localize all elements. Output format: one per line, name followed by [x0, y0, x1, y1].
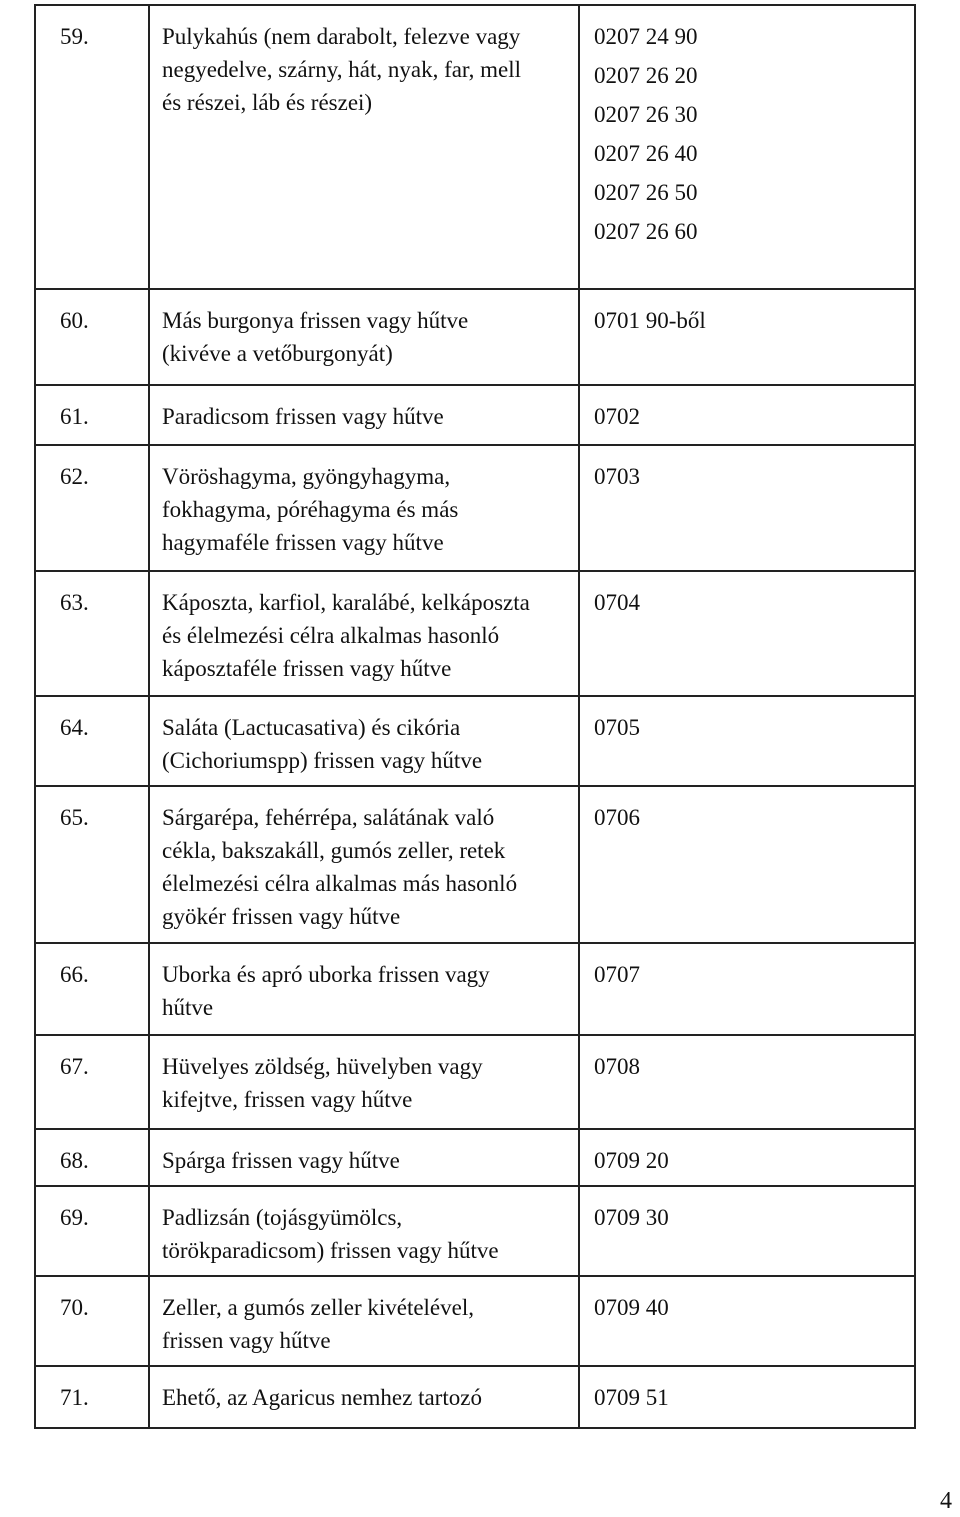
row-number: 71.: [36, 1367, 150, 1427]
row-codes: [580, 1130, 914, 1185]
description-line: fokhagyma, póréhagyma és más: [162, 497, 459, 522]
description-line: hűtve: [162, 995, 214, 1020]
description-line: Uborka és apró uborka frissen vagy: [162, 962, 490, 987]
description-line: Padlizsán (tojásgyümölcs,: [162, 1205, 403, 1230]
code-line: 0709 20: [594, 1148, 669, 1173]
description-line: Hüvelyes zöldség, hüvelyben vagy: [162, 1054, 483, 1079]
row-number: 70.: [36, 1277, 150, 1365]
description-line: Sárgarépa, fehérrépa, salátának való: [162, 805, 495, 830]
row-codes: [580, 697, 914, 785]
row-number: 66.: [36, 944, 150, 1034]
row-description: [150, 6, 580, 288]
table-row: [36, 787, 914, 944]
row-number: 69.: [36, 1187, 150, 1275]
code-line: 0207 26 50: [594, 180, 698, 205]
row-number: 68.: [36, 1130, 150, 1185]
row-codes: [580, 1187, 914, 1275]
description-line: Káposzta, karfiol, karalábé, kelkáposzta: [162, 590, 530, 615]
table-row: [36, 697, 914, 787]
row-codes: [580, 1367, 914, 1427]
row-codes: [580, 290, 914, 384]
row-description: [150, 1036, 580, 1128]
code-line: 0704: [594, 590, 640, 615]
table-row: [36, 386, 914, 446]
description-line: cékla, bakszakáll, gumós zeller, retek: [162, 838, 506, 863]
code-line: 0207 26 60: [594, 219, 698, 244]
code-line: 0207 24 90: [594, 24, 698, 49]
row-number: 63.: [36, 572, 150, 695]
code-line: 0702: [594, 404, 640, 429]
description-line: gyökér frissen vagy hűtve: [162, 904, 401, 929]
table-row: [36, 1367, 914, 1429]
row-description: [150, 697, 580, 785]
table-row: [36, 1187, 914, 1277]
code-line: 0207 26 40: [594, 141, 698, 166]
description-line: és részei, láb és részei): [162, 90, 373, 115]
code-line: 0709 40: [594, 1295, 669, 1320]
page-number: 4: [940, 1488, 952, 1514]
table-row: [36, 944, 914, 1036]
table-row: [36, 446, 914, 572]
row-codes: [580, 944, 914, 1034]
description-line: Zeller, a gumós zeller kivételével,: [162, 1295, 474, 1320]
description-line: frissen vagy hűtve: [162, 1328, 331, 1353]
code-line: 0709 51: [594, 1385, 669, 1410]
row-description: [150, 787, 580, 942]
code-line: 0709 30: [594, 1205, 669, 1230]
row-description: [150, 1130, 580, 1185]
row-codes: [580, 6, 914, 288]
table-row: [36, 1277, 914, 1367]
row-codes: [580, 1277, 914, 1365]
row-description: [150, 446, 580, 570]
table-row: [36, 1130, 914, 1187]
description-line: Saláta (Lactucasativa) és cikória: [162, 715, 461, 740]
row-description: [150, 572, 580, 695]
table-row: [36, 1036, 914, 1130]
code-line: 0706: [594, 805, 640, 830]
row-codes: [580, 1036, 914, 1128]
code-line: 0207 26 20: [594, 63, 698, 88]
product-table: [34, 4, 916, 1429]
row-description: [150, 1277, 580, 1365]
description-line: káposztaféle frissen vagy hűtve: [162, 656, 452, 681]
row-number: 60.: [36, 290, 150, 384]
description-line: Ehető, az Agaricus nemhez tartozó: [162, 1385, 482, 1410]
code-line: 0207 26 30: [594, 102, 698, 127]
row-description: [150, 1187, 580, 1275]
row-number: 67.: [36, 1036, 150, 1128]
code-line: 0703: [594, 464, 640, 489]
description-line: (Cichoriumspp) frissen vagy hűtve: [162, 748, 483, 773]
description-line: hagymaféle frissen vagy hűtve: [162, 530, 444, 555]
description-line: Paradicsom frissen vagy hűtve: [162, 404, 444, 429]
row-codes: [580, 572, 914, 695]
row-codes: [580, 787, 914, 942]
row-number: 61.: [36, 386, 150, 444]
table-row: [36, 572, 914, 697]
table-row: [36, 6, 914, 290]
row-number: 64.: [36, 697, 150, 785]
row-codes: [580, 446, 914, 570]
description-line: törökparadicsom) frissen vagy hűtve: [162, 1238, 499, 1263]
description-line: kifejtve, frissen vagy hűtve: [162, 1087, 413, 1112]
row-description: [150, 1367, 580, 1427]
description-line: Más burgonya frissen vagy hűtve: [162, 308, 469, 333]
code-line: 0701 90-ből: [594, 308, 706, 333]
code-line: 0705: [594, 715, 640, 740]
description-line: Spárga frissen vagy hűtve: [162, 1148, 400, 1173]
code-line: 0708: [594, 1054, 640, 1079]
code-line: 0707: [594, 962, 640, 987]
row-description: [150, 386, 580, 444]
description-line: és élelmezési célra alkalmas hasonló: [162, 623, 500, 648]
row-codes: [580, 386, 914, 444]
row-number: 62.: [36, 446, 150, 570]
row-description: [150, 290, 580, 384]
row-number: 59.: [36, 6, 150, 288]
description-line: negyedelve, szárny, hát, nyak, far, mell: [162, 57, 522, 82]
description-line: élelmezési célra alkalmas más hasonló: [162, 871, 518, 896]
description-line: Vöröshagyma, gyöngyhagyma,: [162, 464, 451, 489]
table-row: [36, 290, 914, 386]
row-description: [150, 944, 580, 1034]
row-number: 65.: [36, 787, 150, 942]
description-line: (kivéve a vetőburgonyát): [162, 341, 393, 366]
description-line: Pulykahús (nem darabolt, felezve vagy: [162, 24, 521, 49]
